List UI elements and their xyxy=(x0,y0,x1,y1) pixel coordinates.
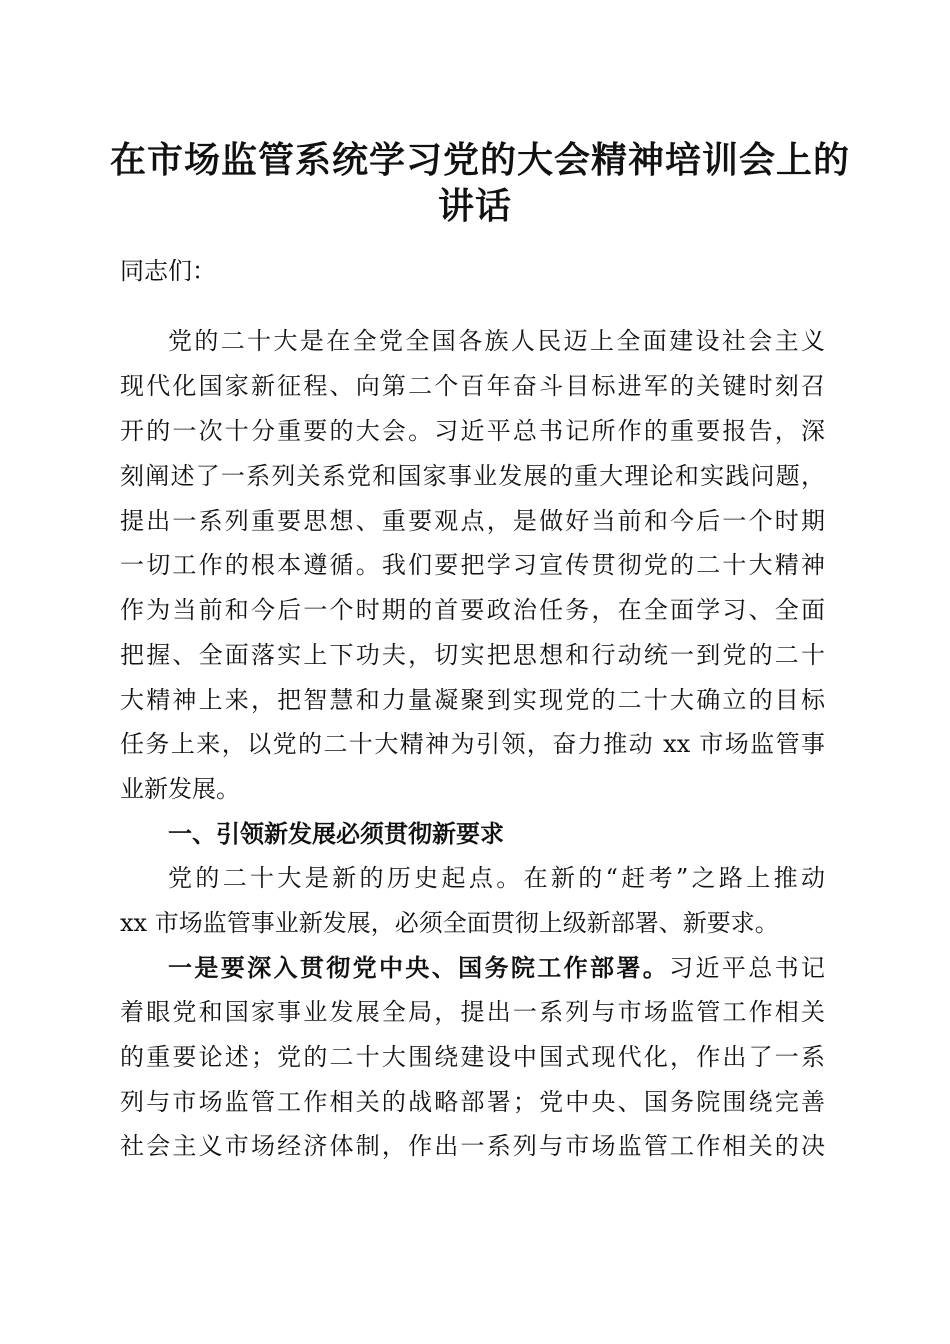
intro-line: 业新发展。 xyxy=(120,775,240,803)
intro-line: 刻阐述了一系列关系党和国家事业发展的重大理论和实践问题， xyxy=(120,462,825,490)
salutation: 同志们： xyxy=(120,257,216,285)
section1-para2-line: 的重要论述；党的二十大围绕建设中国式现代化，作出了一系 xyxy=(120,1043,825,1071)
section1-para1-line: 党的二十大是新的历史起点。在新的“赶考”之路上推动 xyxy=(168,864,825,892)
intro-line: 大精神上来，把智慧和力量凝聚到实现党的二十大确立的目标 xyxy=(120,686,825,714)
intro-line: 提出一系列重要思想、重要观点，是做好当前和今后一个时期 xyxy=(120,507,825,535)
document-title-line-1: 在市场监管系统学习党的大会精神培训会上的 xyxy=(110,139,851,181)
para-lead-rest: 习近平总书记 xyxy=(669,954,825,982)
section1-para1-line: xx 市场监管事业新发展，必须全面贯彻上级新部署、新要求。 xyxy=(120,909,779,937)
intro-line: 现代化国家新征程、向第二个百年奋斗目标进军的关键时刻召 xyxy=(120,372,825,400)
document-title-line-2: 讲话 xyxy=(437,185,512,227)
intro-line: 任务上来，以党的二十大精神为引领，奋力推动 xx 市场监管事 xyxy=(120,730,825,758)
section-heading: 一、引领新发展必须贯彻新要求 xyxy=(168,820,504,848)
intro-line: 开的一次十分重要的大会。习近平总书记所作的重要报告，深 xyxy=(120,417,825,445)
section1-para2-line: 社会主义市场经济体制，作出一系列与市场监管工作相关的决 xyxy=(120,1132,825,1160)
section1-para2-line: 列与市场监管工作相关的战略部署；党中央、国务院围绕完善 xyxy=(120,1088,825,1116)
section1-para2-first-line xyxy=(168,953,825,983)
intro-line: 一切工作的根本遵循。我们要把学习宣传贯彻党的二十大精神 xyxy=(120,551,825,579)
intro-line: 党的二十大是在全党全国各族人民迈上全面建设社会主义 xyxy=(168,327,825,355)
intro-line: 把握、全面落实上下功夫，切实把思想和行动统一到党的二十 xyxy=(120,641,825,669)
intro-line: 作为当前和今后一个时期的首要政治任务，在全面学习、全面 xyxy=(120,596,825,624)
section1-para2-line: 着眼党和国家事业发展全局，提出一系列与市场监管工作相关 xyxy=(120,998,825,1026)
para-lead-bold: 一是要深入贯彻党中央、国务院工作部署。 xyxy=(168,953,670,982)
